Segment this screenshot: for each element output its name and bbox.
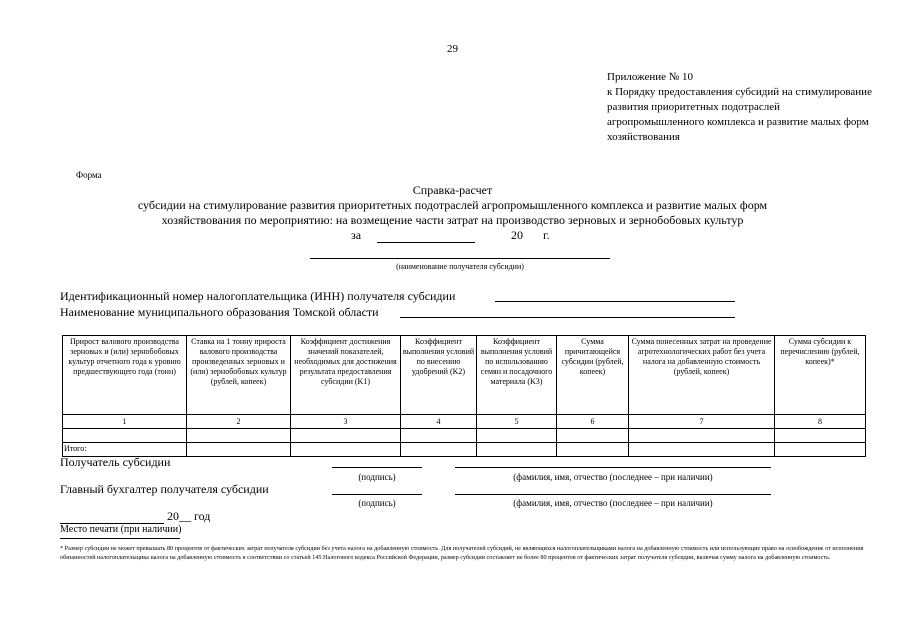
period-blank-line[interactable]: [377, 242, 475, 243]
table-cell[interactable]: [477, 429, 557, 443]
inn-label: Идентификационный номер налогоплательщика (ИНН) получателя субсидии: [60, 289, 456, 303]
table-cell[interactable]: [401, 429, 477, 443]
table-data-row: [63, 429, 866, 443]
appendix-title: Приложение № 10: [607, 71, 694, 83]
date-year-word: год: [194, 509, 211, 523]
accountant-signature-caption: (подпись): [358, 498, 396, 508]
page-number: 29: [447, 43, 458, 55]
recipient-signature-line[interactable]: [332, 467, 422, 468]
column-number: 5: [477, 415, 557, 429]
period-year-suffix: г.: [543, 228, 550, 242]
table-cell[interactable]: [291, 429, 401, 443]
form-label: Форма: [76, 170, 102, 180]
recipient-signature-label: Получатель субсидии: [60, 455, 171, 469]
table-cell[interactable]: [401, 443, 477, 457]
table-cell[interactable]: [291, 443, 401, 457]
table-cell[interactable]: [187, 443, 291, 457]
title-line-2: субсидии на стимулирование развития приоритетных подотраслей агропромышленного комплекса и развитие малых форм: [137, 198, 768, 212]
table-cell[interactable]: [775, 429, 866, 443]
subsidy-table: [62, 335, 866, 457]
column-number: 2: [187, 415, 291, 429]
table-header-cell: Коэффициент достижения значений показателей, необходимых для достижения результата предоставления субсидии (K1): [291, 336, 401, 415]
accountant-fio-caption: (фамилия, имя, отчество (последнее – при наличии): [513, 498, 713, 508]
table-cell[interactable]: [557, 443, 629, 457]
table-header-cell: Сумма причитающейся субсидии (рублей, копеек): [557, 336, 629, 415]
period-za-label: за: [351, 228, 362, 242]
column-number: 1: [63, 415, 187, 429]
date-year-prefix: 20__: [167, 509, 191, 523]
column-number: 3: [291, 415, 401, 429]
table-cell[interactable]: [557, 429, 629, 443]
table-header-cell: Прирост валового производства зерновых и (или) зернобобовых культур отчетного года к уровню предшествующего года (тонн): [63, 336, 187, 415]
appendix-text: к Порядку предоставления субсидий на стимулирование развития приоритетных подотраслей агропромышленного комплекса и развитие малых форм хозяйствования: [607, 86, 872, 143]
column-number: 7: [629, 415, 775, 429]
recipient-name-line[interactable]: [455, 467, 771, 468]
table-cell[interactable]: [477, 443, 557, 457]
table-header-cell: Коэффициент выполнения условий по внесению удобрений (K2): [401, 336, 477, 415]
table-cell[interactable]: [629, 443, 775, 457]
title-line-3: хозяйствования по мероприятию: на возмещение части затрат на производство зерновых и зернобобовых культур: [161, 213, 744, 227]
recipient-name-line[interactable]: [310, 258, 610, 259]
recipient-signature-caption: (подпись): [358, 472, 396, 482]
table-header-cell: Коэффициент выполнения условий по использованию семян и посадочного материала (K3): [477, 336, 557, 415]
recipient-fio-caption: (фамилия, имя, отчество (последнее – при наличии): [513, 472, 713, 482]
municipality-field-line[interactable]: [400, 317, 735, 318]
municipality-label: Наименование муниципального образования Томской области: [60, 305, 379, 319]
table-header-cell: Ставка на 1 тонну прироста валового производства произведенных зерновых и (или) зернобобовых культур (рублей, копеек): [187, 336, 291, 415]
document-title: [0, 183, 905, 228]
column-number: 4: [401, 415, 477, 429]
table-header-row: [63, 336, 866, 415]
footnote-text: * Размер субсидии не может превышать 80 процентов от фактических затрат получателя субсидии без учета налога на добавленную стоимость. Для получателей субсидий, не являющихся налогоплательщиками налога на добавленную стоимость или использующие право на освобождение от исполнения обязанностей налогоплательщика налога на добавленную стоимость в соответствии со статьей 145 Налогового кодекса Российской Федерации, размер субсидии составляет не более 80 процентов от фактических затрат получателя субсидии, включая сумму налога на добавленную стоимость.: [60, 545, 864, 561]
footnote-divider: [60, 538, 180, 539]
column-number: 8: [775, 415, 866, 429]
period-year: 20: [511, 228, 523, 242]
table-cell[interactable]: [63, 429, 187, 443]
table-number-row: [63, 415, 866, 429]
title-line-1: Справка-расчет: [412, 183, 493, 197]
date-day-month-line[interactable]: [60, 511, 164, 524]
total-label: Итого:: [63, 443, 187, 457]
table-cell[interactable]: [629, 429, 775, 443]
accountant-signature-label: Главный бухгалтер получателя субсидии: [60, 482, 269, 496]
accountant-name-line[interactable]: [455, 494, 771, 495]
column-number: 6: [557, 415, 629, 429]
table-header-cell: Сумма субсидии к перечислению (рублей, копеек)*: [775, 336, 866, 415]
table-total-row: [63, 443, 866, 457]
table-header-cell: Сумма понесенных затрат на проведение агротехнологических работ без учета налога на добавленную стоимость (рублей, копеек): [629, 336, 775, 415]
table-cell[interactable]: [187, 429, 291, 443]
stamp-label: Место печати (при наличии): [60, 524, 182, 535]
recipient-name-caption: (наименование получателя субсидии): [396, 262, 524, 271]
table-cell[interactable]: [775, 443, 866, 457]
appendix-block: [607, 70, 877, 145]
accountant-signature-line[interactable]: [332, 494, 422, 495]
date-row: [60, 509, 210, 524]
inn-field-line[interactable]: [495, 301, 735, 302]
